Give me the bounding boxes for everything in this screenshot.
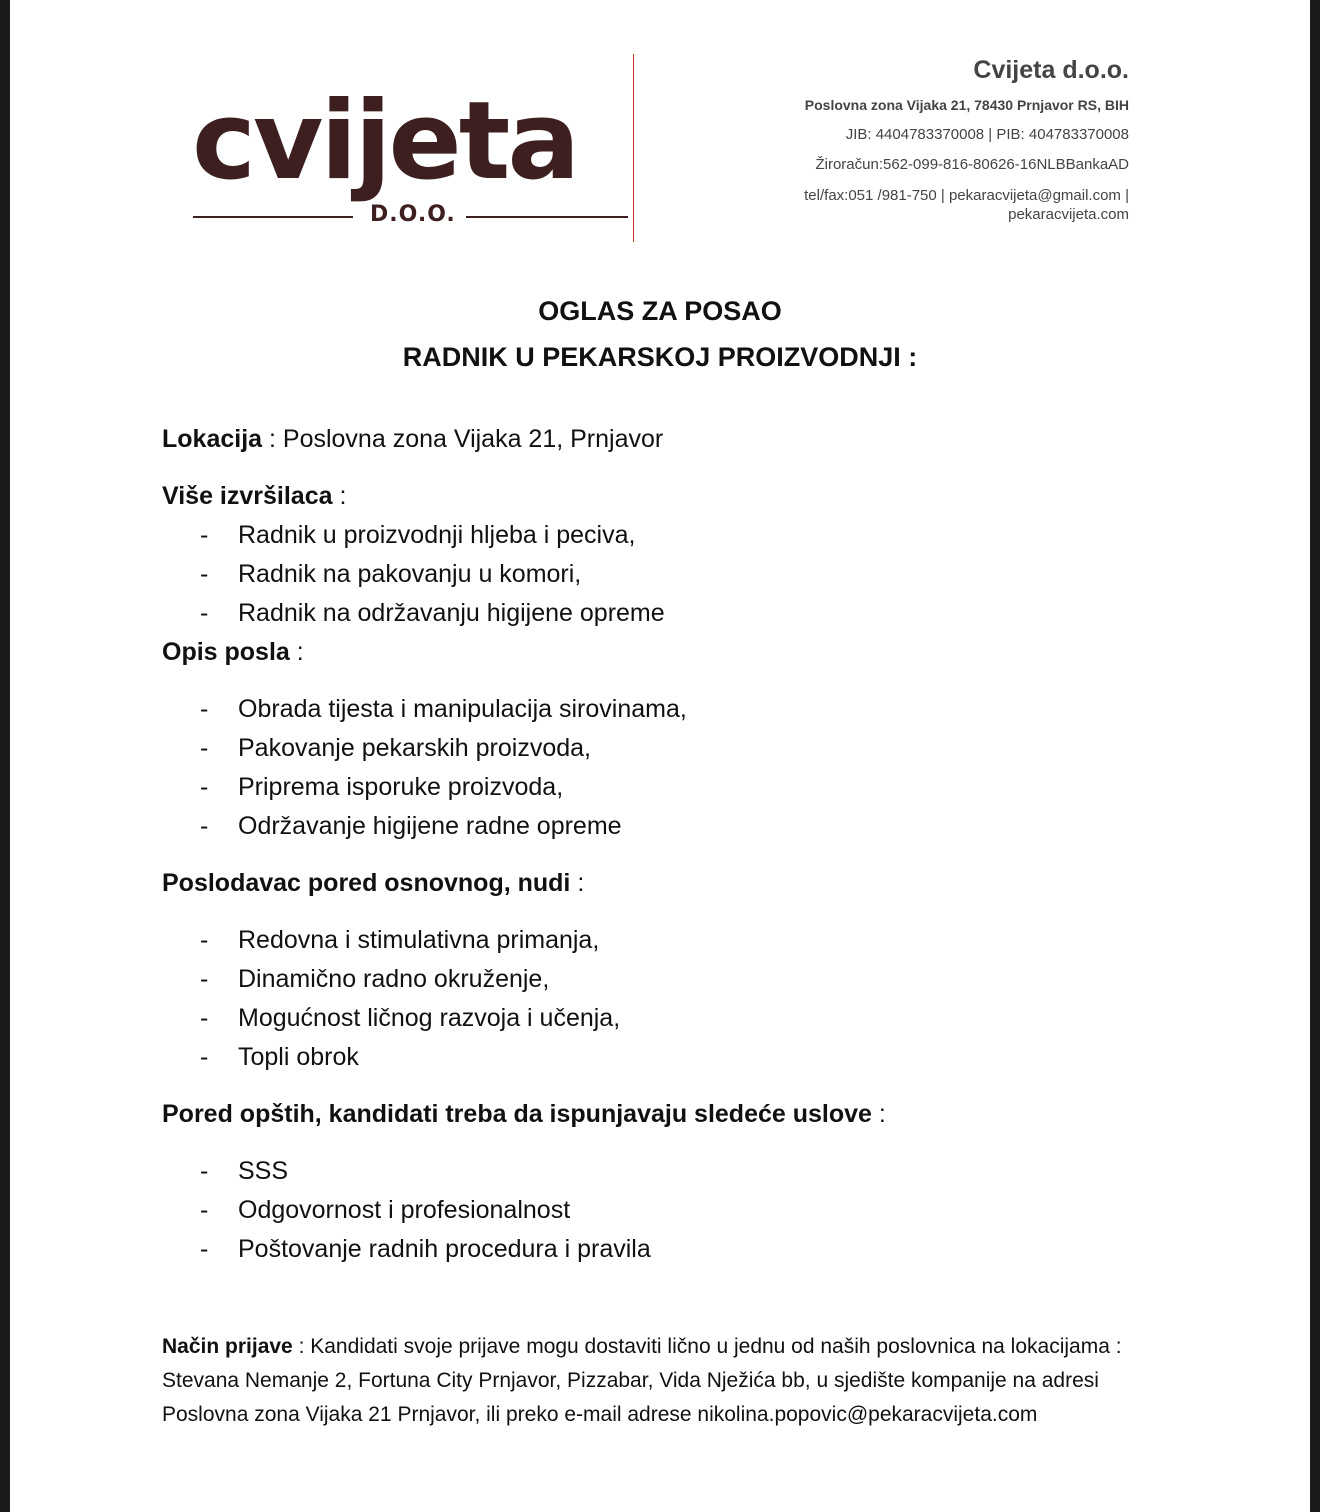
list-item-text: Mogućnost ličnog razvoja i učenja,	[238, 1004, 621, 1032]
description-label: Opis posla	[162, 638, 290, 666]
list-item	[162, 960, 1162, 999]
list-item	[162, 768, 1162, 807]
apply-text: : Kandidati svoje prijave mogu dostaviti lično u jednu od naših poslovnica na lokacijama : Stevana Nemanje 2, Fortuna City Prnjavor, Pizzabar, Vida Nježića bb, u sjedište kompanije na adresi Poslovna zona Vijaka 21 Prnjavor, ili preko e-mail adrese nikolina.popovic@pekaracvijeta.com	[162, 1335, 1122, 1426]
requirements-list	[162, 1152, 1162, 1269]
offers-heading	[162, 864, 1162, 903]
dash-mark: -	[200, 1157, 209, 1185]
list-item-text: Pakovanje pekarskih proizvoda,	[238, 734, 591, 762]
list-item	[162, 999, 1162, 1038]
company-logo	[190, 79, 630, 238]
logo-rule-left	[193, 216, 353, 218]
description-suffix: :	[289, 638, 304, 666]
dash-mark: -	[200, 599, 209, 627]
positions-list	[162, 516, 1162, 633]
logo-doo: D.O.O.	[370, 202, 456, 227]
dash-mark: -	[200, 521, 209, 549]
requirements-suffix: :	[871, 1100, 886, 1128]
list-item	[162, 921, 1162, 960]
list-item-text: Održavanje higijene radne opreme	[238, 812, 622, 840]
list-item	[162, 1152, 1162, 1191]
application-instructions	[162, 1330, 1142, 1432]
offers-label: Poslodavac pored osnovnog, nudi	[162, 869, 571, 897]
dash-mark: -	[200, 773, 209, 801]
company-contact-line1: tel/fax:051 /981-750 | pekaracvijeta@gmail.com |	[804, 187, 1129, 204]
list-item	[162, 1038, 1162, 1077]
positions-heading	[162, 477, 1162, 516]
list-item	[162, 594, 1162, 633]
list-item	[162, 729, 1162, 768]
offers-list	[162, 921, 1162, 1077]
header-divider	[633, 54, 634, 242]
document-title: OGLAS ZA POSAO	[538, 296, 782, 326]
list-item	[162, 516, 1162, 555]
list-item-text: Priprema isporuke proizvoda,	[238, 773, 564, 801]
requirements-heading	[162, 1095, 1162, 1134]
document-subtitle: RADNIK U PEKARSKOJ PROIZVODNJI :	[402, 342, 918, 372]
dash-mark: -	[200, 965, 209, 993]
list-item-text: Poštovanje radnih procedura i pravila	[238, 1235, 651, 1263]
location-value: : Poslovna zona Vijaka 21, Prnjavor	[262, 425, 664, 453]
dash-mark: -	[200, 1043, 209, 1071]
document-page	[10, 0, 1310, 1512]
logo-subline	[190, 202, 630, 232]
company-account: Žiroračun:562-099-816-80626-16NLBBankaAD	[815, 156, 1129, 173]
description-list	[162, 690, 1162, 846]
positions-label: Više izvršilaca	[162, 482, 333, 510]
dash-mark: -	[200, 734, 209, 762]
dash-mark: -	[200, 695, 209, 723]
location-label: Lokacija	[162, 425, 263, 453]
logo-rule-right	[466, 216, 628, 218]
list-item-text: Radnik na održavanju higijene opreme	[238, 599, 665, 627]
offers-suffix: :	[570, 869, 585, 897]
location-line	[162, 420, 1162, 459]
list-item-text: Radnik u proizvodnji hljeba i peciva,	[238, 521, 636, 549]
document-body	[162, 420, 1162, 1269]
dash-mark: -	[200, 1235, 209, 1263]
list-item	[162, 807, 1162, 846]
list-item	[162, 1230, 1162, 1269]
dash-mark: -	[200, 1196, 209, 1224]
list-item	[162, 1191, 1162, 1230]
apply-label: Način prijave	[162, 1335, 293, 1358]
list-item	[162, 555, 1162, 594]
list-item-text: Obrada tijesta i manipulacija sirovinama,	[238, 695, 687, 723]
company-address: Poslovna zona Vijaka 21, 78430 Prnjavor RS, BIH	[804, 97, 1129, 113]
list-item-text: Radnik na pakovanju u komori,	[238, 560, 582, 588]
company-name: Cvijeta d.o.o.	[973, 56, 1129, 84]
positions-suffix: :	[332, 482, 347, 510]
list-item-text: SSS	[238, 1157, 289, 1185]
dash-mark: -	[200, 1004, 209, 1032]
dash-mark: -	[200, 560, 209, 588]
company-contact-line2: pekaracvijeta.com	[1008, 206, 1129, 223]
dash-mark: -	[200, 812, 209, 840]
company-info	[804, 56, 1129, 224]
logo-wordmark: cvijeta	[192, 79, 578, 204]
list-item-text: Topli obrok	[238, 1043, 359, 1071]
dash-mark: -	[200, 926, 209, 954]
list-item-text: Redovna i stimulativna primanja,	[238, 926, 600, 954]
requirements-label: Pored opštih, kandidati treba da ispunjavaju sledeće uslove	[162, 1100, 872, 1128]
company-ids: JIB: 4404783370008 | PIB: 404783370008	[845, 126, 1129, 143]
description-heading	[162, 633, 1162, 672]
list-item-text: Dinamično radno okruženje,	[238, 965, 550, 993]
list-item	[162, 690, 1162, 729]
list-item-text: Odgovornost i profesionalnost	[238, 1196, 571, 1224]
